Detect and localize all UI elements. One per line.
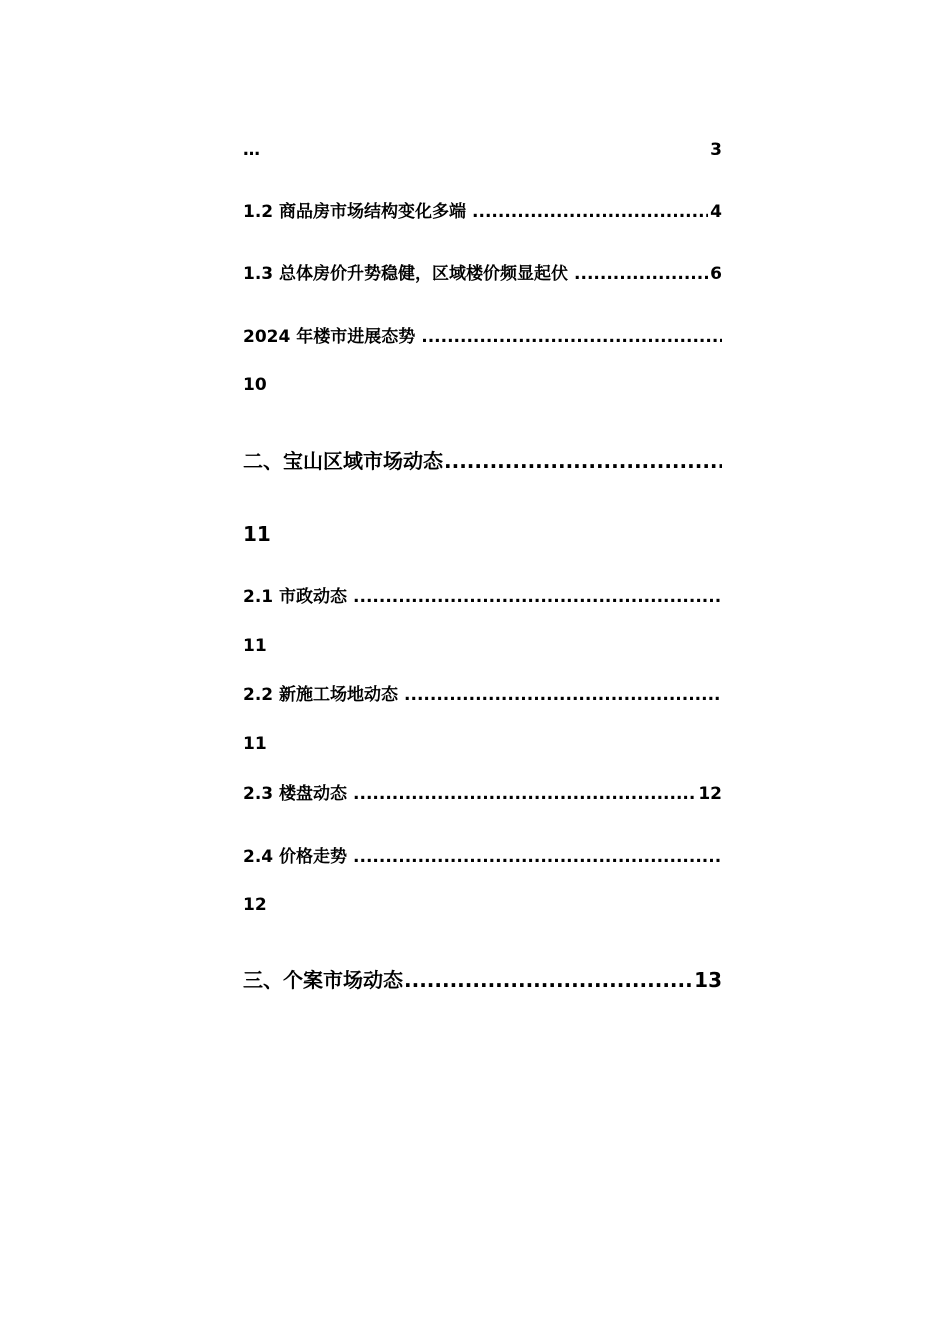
toc-page-number: 10 <box>243 375 267 395</box>
toc-entry-2-4-page[interactable] <box>243 897 722 914</box>
toc-dot-leader <box>574 266 708 283</box>
toc-dot-leader <box>404 970 692 990</box>
toc-page-number: 3 <box>710 140 722 160</box>
toc-entry-section-2-page[interactable] <box>243 524 722 544</box>
toc-page-number: 11 <box>243 636 267 656</box>
toc-page-number: 6 <box>710 264 722 284</box>
toc-entry-2-2-page[interactable] <box>243 736 722 753</box>
toc-entry-2024[interactable] <box>243 329 722 346</box>
toc-page-number: 12 <box>243 895 267 915</box>
toc-entry-title: 2.2 新施工场地动态 <box>243 685 399 705</box>
toc-entry-title: 1.2 商品房市场结构变化多端 <box>243 202 467 222</box>
toc-dot-leader <box>353 786 696 803</box>
toc-dot-leader <box>404 687 722 704</box>
toc-entry-section-2[interactable] <box>243 451 722 471</box>
toc-page-number: 13 <box>694 968 722 992</box>
toc-leader-fragment: … <box>243 140 260 160</box>
toc-entry-1-3[interactable] <box>243 266 722 283</box>
toc-entry-title: 2024 年楼市进展态势 <box>243 327 416 347</box>
toc-entry-continued[interactable] <box>243 142 722 159</box>
toc-page-number: 4 <box>710 202 722 222</box>
toc-dot-leader <box>421 329 722 346</box>
toc-page-number: 11 <box>243 522 271 546</box>
toc-page-number: 11 <box>243 734 267 754</box>
toc-entry-2-1[interactable] <box>243 589 722 606</box>
toc-dot-leader <box>472 204 708 221</box>
toc-dot-leader <box>444 451 722 471</box>
toc-entry-title: 2.1 市政动态 <box>243 587 348 607</box>
toc-entry-2024-page[interactable] <box>243 377 722 394</box>
toc-page-number: 12 <box>698 784 722 804</box>
toc-entry-title: 三、个案市场动态 <box>243 968 403 992</box>
toc-entry-section-3[interactable] <box>243 970 722 990</box>
toc-entry-title: 1.3 总体房价升势稳健，区域楼价频显起伏 <box>243 264 569 284</box>
toc-entry-2-2[interactable] <box>243 687 722 704</box>
toc-dot-leader <box>353 849 722 866</box>
toc-entry-2-1-page[interactable] <box>243 638 722 655</box>
toc-entry-1-2[interactable] <box>243 204 722 221</box>
toc-entry-2-3[interactable] <box>243 786 722 803</box>
toc-entry-2-4[interactable] <box>243 849 722 866</box>
toc-entry-title: 二、宝山区域市场动态 <box>243 449 443 473</box>
toc-entry-title: 2.4 价格走势 <box>243 847 348 867</box>
toc-dot-leader <box>353 589 722 606</box>
toc-entry-title: 2.3 楼盘动态 <box>243 784 348 804</box>
